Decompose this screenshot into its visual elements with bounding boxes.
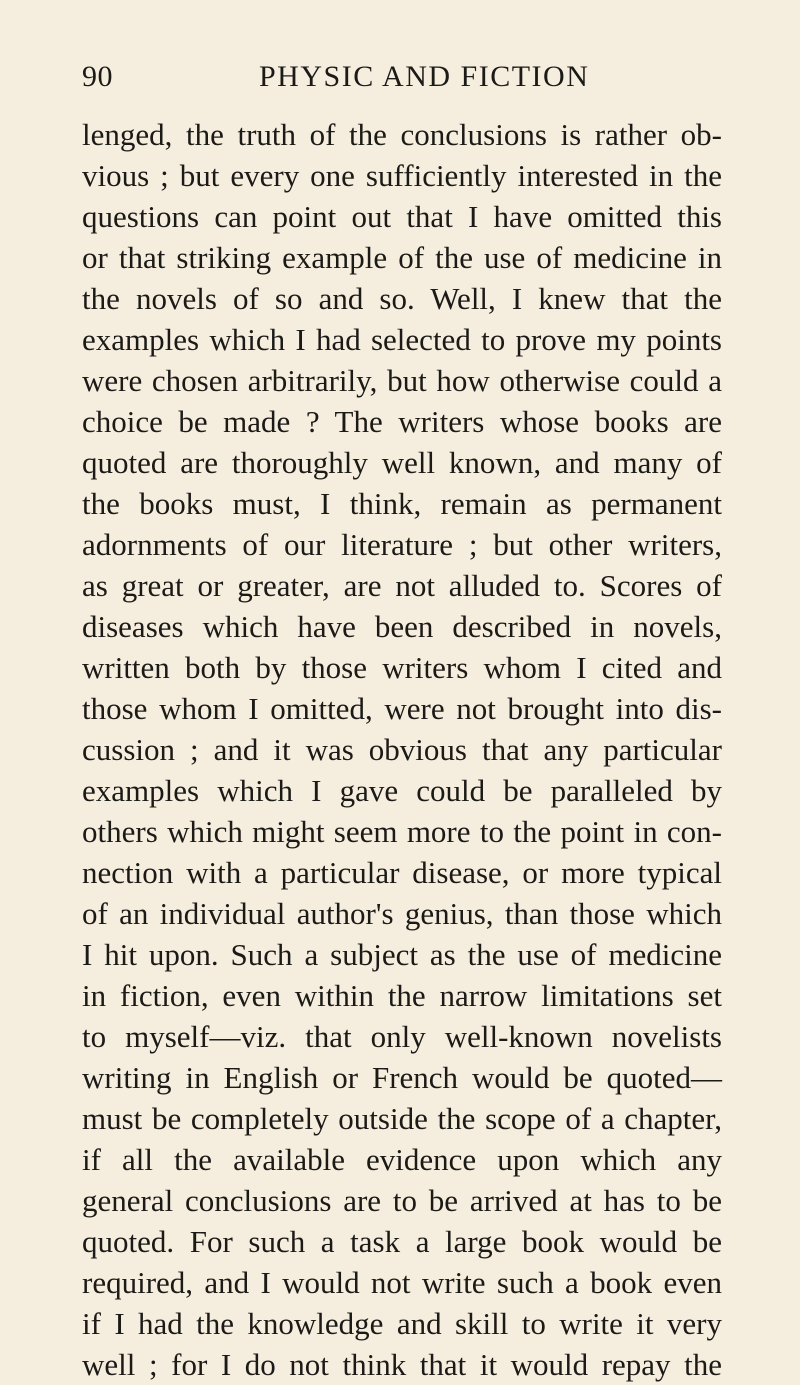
text-line: writing in English or French would be quoted— xyxy=(82,1060,722,1095)
running-title: PHYSIC AND FICTION xyxy=(259,60,590,93)
text-line: written both by those writers whom I cited and xyxy=(82,650,722,685)
text-line: quoted are thoroughly well known, and many of xyxy=(82,445,722,480)
text-line: lenged, the truth of the conclusions is rather ob- xyxy=(82,117,722,152)
text-line: choice be made ? The writers whose books are xyxy=(82,404,722,439)
text-line: I hit upon. Such a subject as the use of medicine xyxy=(82,937,722,972)
text-line: to myself—viz. that only well-known novelists xyxy=(82,1019,722,1054)
text-line: the books must, I think, remain as permanent xyxy=(82,486,722,521)
text-line: examples which I gave could be paralleled by xyxy=(82,773,722,808)
text-line: those whom I omitted, were not brought into dis- xyxy=(82,691,722,726)
text-line: if I had the knowledge and skill to write it very xyxy=(82,1306,722,1341)
text-line: vious ; but every one sufficiently interested in the xyxy=(82,158,722,193)
running-head xyxy=(82,60,732,104)
text-line: or that striking example of the use of medicine in xyxy=(82,240,722,275)
text-line: required, and I would not write such a book even xyxy=(82,1265,722,1300)
body-text xyxy=(82,114,722,1385)
text-line: were chosen arbitrarily, but how otherwise could a xyxy=(82,363,722,398)
text-line: adornments of our literature ; but other writers, xyxy=(82,527,722,562)
text-line: nection with a particular disease, or more typical xyxy=(82,855,722,890)
text-line: examples which I had selected to prove my points xyxy=(82,322,722,357)
page-number: 90 xyxy=(82,60,113,93)
text-line: in fiction, even within the narrow limitations set xyxy=(82,978,722,1013)
text-line: diseases which have been described in novels, xyxy=(82,609,722,644)
text-line: questions can point out that I have omitted this xyxy=(82,199,722,234)
text-line: well ; for I do not think that it would repay the xyxy=(82,1347,722,1382)
text-line: others which might seem more to the point in con- xyxy=(82,814,722,849)
text-line: quoted. For such a task a large book would be xyxy=(82,1224,722,1259)
text-line: general conclusions are to be arrived at has to be xyxy=(82,1183,722,1218)
text-line: the novels of so and so. Well, I knew that the xyxy=(82,281,722,316)
text-line: of an individual author's genius, than those which xyxy=(82,896,722,931)
text-line: must be completely outside the scope of a chapter, xyxy=(82,1101,722,1136)
text-line: cussion ; and it was obvious that any particular xyxy=(82,732,722,767)
text-line: as great or greater, are not alluded to. Scores of xyxy=(82,568,722,603)
text-line: if all the available evidence upon which any xyxy=(82,1142,722,1177)
